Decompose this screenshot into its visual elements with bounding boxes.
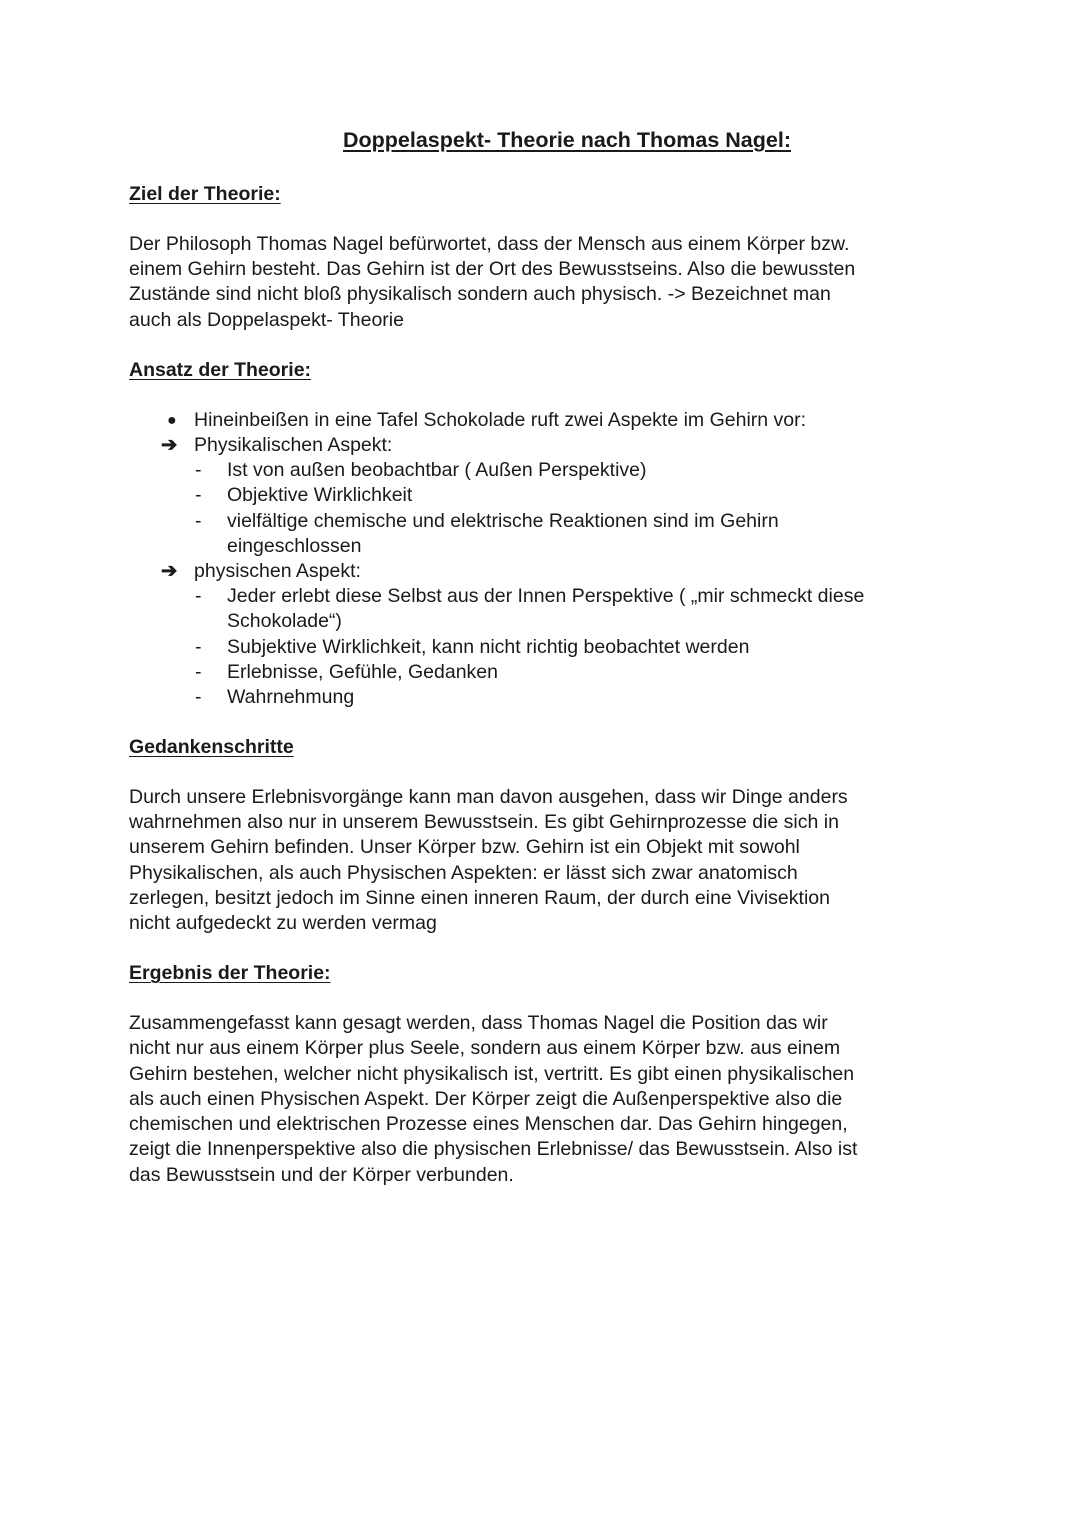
section-heading: Ziel der Theorie: [129, 183, 281, 205]
document-body [129, 182, 959, 1213]
list-item-text: eingeschlossen [227, 534, 362, 557]
paragraph-line: einem Gehirn besteht. Das Gehirn ist der Ort des Bewusstseins. Also die bewussten [129, 258, 856, 281]
paragraph-line: auch als Doppelaspekt- Theorie [129, 308, 404, 331]
dash-icon: - [195, 484, 202, 507]
section-ziel [129, 182, 959, 333]
list-item-continuation [129, 609, 959, 634]
paragraph-line: Der Philosoph Thomas Nagel befürwortet, dass der Mensch aus einem Körper bzw. [129, 233, 850, 255]
dash-icon: - [195, 660, 202, 683]
list-item-text: Ist von außen beobachtbar ( Außen Perspektive) [227, 459, 647, 482]
section-heading: Gedankenschritte [129, 736, 294, 759]
bullet-icon: ● [167, 411, 177, 429]
dash-icon: - [195, 509, 202, 532]
section-gedankenschritte [129, 735, 959, 936]
paragraph-line: Zusammengefasst kann gesagt werden, dass Thomas Nagel die Position das wir [129, 1012, 828, 1035]
section-heading: Ansatz der Theorie: [129, 358, 312, 381]
dash-icon: - [195, 635, 202, 658]
list-item [129, 685, 959, 710]
paragraph-line: zerlegen, besitzt jedoch im Sinne einen inneren Raum, der durch eine Vivisektion [129, 886, 830, 909]
paragraph-line: Durch unsere Erlebnisvorgänge kann man davon ausgehen, dass wir Dinge anders [129, 786, 848, 809]
list-item-text: Jeder erlebt diese Selbst aus der Innen Perspektive ( „mir schmeckt diese [227, 585, 865, 608]
paragraph-line: wahrnehmen also nur in unserem Bewusstsein. Es gibt Gehirnprozesse die sich in [129, 811, 839, 834]
list-item-text: Objektive Wirklichkeit [227, 484, 413, 507]
arrow-right-icon: ➔ [161, 559, 178, 582]
paragraph-line: als auch einen Physischen Aspekt. Der Körper zeigt die Außenperspektive also die [129, 1087, 843, 1110]
section-ansatz [129, 358, 959, 710]
paragraph-line: nicht aufgedeckt zu werden vermag [129, 912, 437, 935]
paragraph-line: nicht nur aus einem Körper plus Seele, sondern aus einem Körper bzw. aus einem [129, 1037, 841, 1060]
document-title: Doppelaspekt- Theorie nach Thomas Nagel: [342, 128, 791, 152]
arrow-right-icon: ➔ [161, 434, 178, 456]
list-item-text: Physikalischen Aspekt: [194, 434, 393, 456]
paragraph [129, 232, 959, 333]
aspect-list [129, 408, 959, 710]
list-item-continuation [129, 534, 959, 559]
dash-icon: - [195, 585, 202, 608]
paragraph-line: das Bewusstsein und der Körper verbunden. [129, 1163, 514, 1186]
list-item-text: physischen Aspekt: [194, 559, 361, 582]
list-item-text: Subjektive Wirklichkeit, kann nicht richtig beobachtet werden [227, 635, 750, 658]
list-item [129, 584, 959, 609]
section-ergebnis [129, 961, 959, 1187]
paragraph [129, 785, 959, 936]
section-heading: Ergebnis der Theorie: [129, 962, 331, 985]
list-item [129, 509, 959, 534]
list-item-text: vielfältige chemische und elektrische Reaktionen sind im Gehirn [227, 509, 779, 532]
list-item [129, 483, 959, 508]
list-item [129, 408, 959, 433]
list-item-text: Hineinbeißen in eine Tafel Schokolade ruft zwei Aspekte im Gehirn vor: [194, 408, 807, 431]
paragraph [129, 1011, 959, 1187]
list-item-text: Schokolade“) [227, 610, 342, 633]
paragraph-line: Gehirn bestehen, welcher nicht physikalisch ist, vertritt. Es gibt einen physikalischen [129, 1062, 855, 1085]
dash-icon: - [195, 685, 202, 708]
list-item-text: Erlebnisse, Gefühle, Gedanken [227, 660, 499, 683]
paragraph-line: chemischen und elektrischen Prozesse eines Menschen dar. Das Gehirn hingegen, [129, 1113, 848, 1136]
paragraph-line: unserem Gehirn befinden. Unser Körper bzw. Gehirn ist ein Objekt mit sowohl [129, 836, 800, 859]
list-item [129, 559, 959, 584]
list-item [129, 458, 959, 483]
list-item [129, 433, 959, 458]
list-item [129, 660, 959, 685]
paragraph-line: zeigt die Innenperspektive also die physischen Erlebnisse/ das Bewusstsein. Also ist [129, 1138, 858, 1161]
list-item [129, 635, 959, 660]
paragraph-line: Physikalischen, als auch Physischen Aspekten: er lässt sich zwar anatomisch [129, 861, 798, 884]
list-item-text: Wahrnehmung [227, 685, 355, 708]
paragraph-line: Zustände sind nicht bloß physikalisch sondern auch physisch. -> Bezeichnet man [129, 283, 831, 306]
dash-icon: - [195, 459, 202, 482]
